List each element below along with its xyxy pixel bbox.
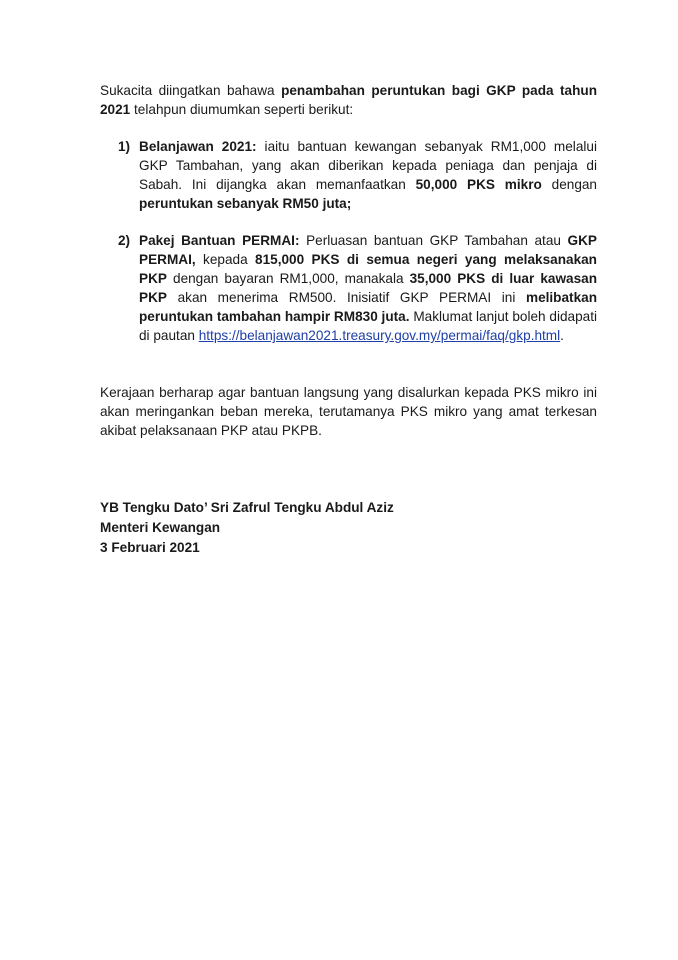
intro-text-end: telahpun diumumkan seperti berikut: (130, 102, 354, 117)
intro-highlight: penambahan peruntukan bagi GKP pada tahun 2021 (100, 83, 597, 117)
allocation-list (100, 137, 597, 345)
item-text: Perluasan bantuan GKP Tambahan atau (299, 233, 568, 248)
intro-paragraph (100, 81, 597, 119)
signatory-name: YB Tengku Dato’ Sri Zafrul Tengku Abdul Aziz (100, 500, 394, 515)
intro-text: Sukacita diingatkan bahawa (100, 83, 282, 98)
closing-paragraph: Kerajaan berharap agar bantuan langsung yang disalurkan kepada PKS mikro ini akan meringankan beban mereka, terutamanya PKS mikro yang amat terkesan akibat pelaksanaan PKP atau PKPB. (100, 385, 597, 438)
list-number: 2) (118, 233, 131, 248)
item-title: Pakej Bantuan PERMAI: (139, 233, 300, 248)
list-item-belanjawan (100, 137, 597, 213)
item-highlight: GKP PERMAI, (139, 233, 597, 267)
signature-date: 3 Februari 2021 (100, 540, 200, 555)
list-item-permai (100, 231, 597, 345)
item-text: akan menerima RM500. Inisiatif GKP PERMAI ini (166, 290, 526, 305)
item-highlight: melibatkan peruntukan tambahan hampir RM830 juta. (139, 290, 597, 324)
document-page (100, 81, 597, 558)
signature-block (100, 498, 597, 558)
item-text: iaitu bantuan kewangan sebanyak RM1,000 melalui GKP Tambahan, yang akan diberikan kepada peniaga dan penjaja di Sabah. Ini dijangka akan memanfaatkan (139, 139, 597, 192)
item-highlight: peruntukan sebanyak RM50 juta; (139, 196, 352, 211)
item-text: kepada (195, 252, 256, 267)
item-highlight: 815,000 PKS di semua negeri yang melaksanakan PKP (139, 252, 597, 286)
list-number: 1) (118, 139, 131, 154)
item-title: Belanjawan 2021: (139, 139, 257, 154)
signatory-position: Menteri Kewangan (100, 520, 221, 535)
item-text: dengan (541, 177, 597, 192)
item-text: Maklumat lanjut boleh didapati di pautan (139, 309, 598, 343)
item-highlight: 35,000 PKS di luar kawasan PKP (139, 271, 598, 305)
item-text: . (560, 328, 564, 343)
item-highlight: 50,000 PKS mikro (415, 177, 542, 192)
permai-faq-link[interactable]: https://belanjawan2021.treasury.gov.my/permai/faq/gkp.html (198, 328, 561, 343)
item-text: dengan bayaran RM1,000, manakala (166, 271, 410, 286)
